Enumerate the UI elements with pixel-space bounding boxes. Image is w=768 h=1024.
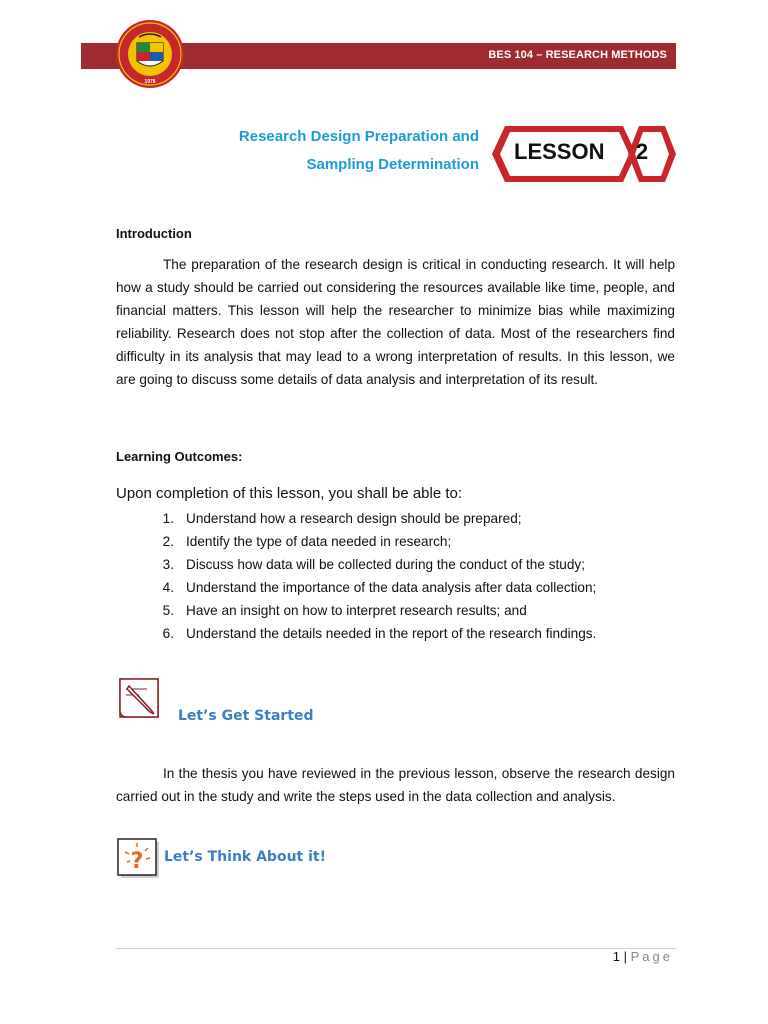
get-started-text: In the thesis you have reviewed in the previous lesson, observe the research design carried out in the study and write the steps used in the data collection and analysis. (116, 766, 675, 804)
page-separator: | (623, 949, 627, 964)
introduction-paragraph (116, 253, 675, 391)
list-item: 1. Understand how a research design should be prepared; (162, 511, 522, 526)
learning-outcomes-list (116, 507, 596, 645)
list-item: 5. Have an insight on how to interpret research results; and (162, 603, 527, 618)
introduction-heading: Introduction (116, 226, 192, 241)
get-started-heading: Let’s Get Started (178, 708, 314, 724)
lesson-title-line1: Research Design Preparation and (238, 128, 479, 145)
learning-outcomes-lead: Upon completion of this lesson, you shall be able to: (116, 485, 463, 502)
footer-divider (116, 948, 676, 949)
svg-text:1978: 1978 (144, 79, 156, 85)
lesson-number: 2 (635, 139, 649, 164)
svg-text:?: ? (130, 849, 144, 874)
get-started-paragraph (116, 762, 675, 808)
think-about-heading: Let’s Think About it! (164, 849, 326, 865)
lesson-title-line2: Sampling Determination (306, 156, 479, 173)
page-footer (613, 949, 673, 964)
introduction-text: The preparation of the research design is critical in conducting research. It will help how a study should be carried out considering the resources available like time, people, and financial matters. This lesson will help the researcher to minimize bias while maximizing reliability. Research does not stop after the collection of data. Most of the researchers find difficulty in its analysis that may lead to a wrong interpretation of results. In this lesson, we are going to discuss some details of data analysis and interpretation of its result. (116, 257, 675, 387)
university-seal-logo (115, 19, 185, 89)
lesson-title (190, 123, 479, 179)
list-item: 6. Understand the details needed in the report of the research findings. (162, 626, 597, 641)
page-number: 1 (612, 949, 620, 964)
lesson-label: LESSON (514, 139, 605, 164)
list-item: 3. Discuss how data will be collected during the conduct of the study; (162, 557, 585, 572)
course-title: BES 104 – RESEARCH METHODS (488, 49, 667, 61)
list-item: 4. Understand the importance of the data analysis after data collection; (162, 580, 597, 595)
learning-outcomes-heading: Learning Outcomes: (116, 449, 243, 464)
list-item: 2. Identify the type of data needed in research; (162, 534, 452, 549)
page-label: Page (630, 949, 673, 964)
question-mark-icon (117, 838, 161, 880)
pencil-paper-icon (117, 676, 161, 720)
